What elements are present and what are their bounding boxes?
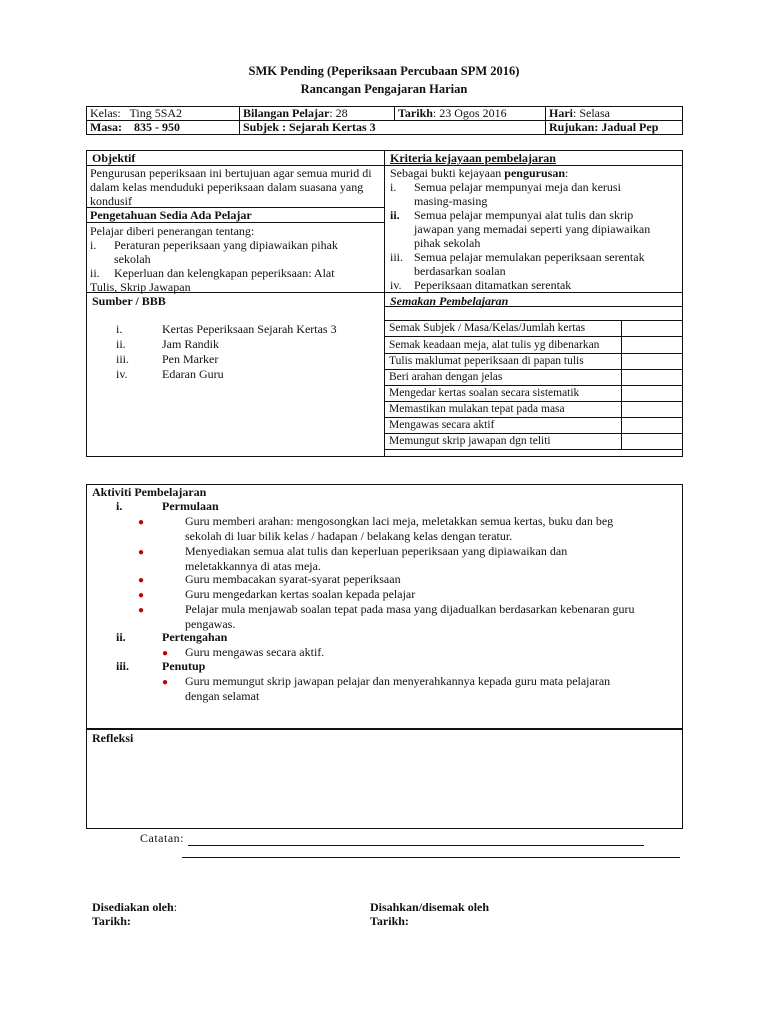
objektif-heading: Objektif: [92, 151, 136, 165]
kriteria-item: i. Semua pelajar mempunyai meja dan kerusi: [390, 180, 621, 194]
bullet-icon: ●: [138, 590, 145, 601]
document-subtitle: Rancangan Pengajaran Harian: [300, 82, 468, 96]
masa-value: 835 - 950: [134, 120, 180, 134]
permulaan-bullet-4: Guru mengedarkan kertas soalan kepada pelajar: [185, 587, 416, 601]
masa-cell: [87, 121, 240, 135]
pengetahuan-item-cont: sekolah: [114, 252, 151, 266]
tarikh-left-label: Tarikh:: [92, 914, 131, 928]
pengetahuan-list: [90, 224, 382, 294]
disediakan-label: Disediakan oleh:: [92, 900, 178, 914]
kriteria-list: [390, 166, 680, 292]
catatan-label: Catatan:: [140, 831, 184, 845]
tarikh-right-label: Tarikh:: [370, 914, 409, 928]
semakan-item: Memastikan mulakan tepat pada masa: [385, 402, 622, 418]
semakan-item: Memungut skrip jawapan dgn teliti: [385, 434, 622, 450]
hari-cell: [546, 107, 683, 121]
pertengahan-heading: Pertengahan: [162, 630, 228, 644]
permulaan-bullet-1: Guru memberi arahan: mengosongkan laci meja, meletakkan semua kertas, buku dan beg sekolah di luar bilik kelas / hadapan / belakang kelas dengan teratur.: [185, 514, 614, 543]
bullet-icon: ●: [162, 677, 169, 688]
semakan-item: Semak Subjek / Masa/Kelas/Jumlah kertas: [385, 321, 622, 337]
refleksi-heading: Refleksi: [92, 731, 134, 745]
penutup-bullet-1: Guru memungut skrip jawapan pelajar dan menyerahkannya kepada guru mata pelajaran dengan selamat: [185, 674, 611, 703]
bullet-icon: ●: [162, 648, 169, 659]
tarikh-label: Tarikh: [398, 106, 433, 120]
disahkan-label: Disahkan/disemak oleh: [370, 900, 490, 914]
permulaan-bullet-3: Guru membacakan syarat-syarat peperiksaan: [185, 572, 401, 586]
pertengahan-bullet-1: Guru mengawas secara aktif.: [185, 645, 325, 659]
hari-label: Hari: [549, 106, 573, 120]
checkbox-cell[interactable]: [622, 354, 683, 370]
semakan-item: Beri arahan dengan jelas: [385, 370, 622, 386]
sumber-item: iii. Pen Marker: [116, 352, 219, 366]
pertengahan-num: ii.: [116, 630, 126, 644]
bullet-icon: ●: [138, 605, 145, 616]
bullet-icon: ●: [138, 547, 145, 558]
tarikh-value: : 23 Ogos 2016: [432, 106, 507, 120]
aktiviti-heading: Aktiviti Pembelajaran: [92, 485, 207, 499]
permulaan-bullet-2: Menyediakan semua alat tulis dan keperluan peperiksaan yang dipiawaikan dan meletakkannya di atas meja.: [185, 544, 568, 573]
catatan-line-2[interactable]: [182, 857, 680, 858]
bilangan-cell: [240, 107, 395, 121]
bilangan-label: Bilangan Pelajar: [243, 106, 330, 120]
pengetahuan-item-cont: Tulis, Skrip Jawapan: [90, 280, 191, 294]
tarikh-cell: [395, 107, 546, 121]
info-table: [86, 106, 683, 135]
kelas-cell: [87, 107, 240, 121]
kelas-value: Ting 5SA2: [129, 106, 183, 120]
pengetahuan-intro: Pelajar diberi penerangan tentang:: [90, 224, 255, 238]
checkbox-cell[interactable]: [622, 370, 683, 386]
kriteria-item-cont: berdasarkan soalan: [414, 264, 506, 278]
permulaan-heading: Permulaan: [162, 499, 219, 513]
permulaan-bullet-5: Pelajar mula menjawab soalan tepat pada masa yang dijadualkan berdasarkan kebenaran guru pengawas.: [185, 602, 635, 631]
objektif-text: Pengurusan peperiksaan ini bertujuan agar semua murid di dalam kelas menduduki peperiksaan dalam suasana yang kondusif: [90, 166, 372, 208]
catatan-line-1[interactable]: [188, 845, 644, 846]
semakan-item: Mengawas secara aktif: [385, 418, 622, 434]
semakan-table: [384, 320, 683, 450]
checkbox-cell[interactable]: [622, 337, 683, 354]
pengetahuan-item: ii. Keperluan dan kelengkapan peperiksaan: Alat: [90, 266, 335, 280]
checkbox-cell[interactable]: [622, 386, 683, 402]
permulaan-num: i.: [116, 499, 123, 513]
sumber-heading: Sumber / BBB: [92, 294, 166, 308]
bullet-icon: ●: [138, 517, 145, 528]
masa-label: Masa:: [90, 120, 122, 134]
sumber-item: iv. Edaran Guru: [116, 367, 224, 381]
semakan-item: Tulis maklumat peperiksaan di papan tulis: [385, 354, 622, 370]
kriteria-item: iii. Semua pelajar memulakan peperiksaan serentak: [390, 250, 645, 264]
rujukan-cell: Rujukan: Jadual Pep: [546, 121, 683, 135]
kriteria-heading: Kriteria kejayaan pembelajaran: [390, 151, 556, 165]
sumber-item: ii. Jam Randik: [116, 337, 219, 351]
refleksi-block[interactable]: [86, 729, 683, 829]
sumber-list: [116, 322, 337, 382]
bilangan-value: : 28: [329, 106, 348, 120]
semakan-item: Mengedar kertas soalan secara sistematik: [385, 386, 622, 402]
kriteria-item: ii. Semua pelajar mempunyai alat tulis dan skrip: [390, 208, 634, 222]
pengetahuan-heading: Pengetahuan Sedia Ada Pelajar: [90, 208, 252, 222]
checkbox-cell[interactable]: [622, 321, 683, 337]
hari-value: : Selasa: [573, 106, 610, 120]
subjek-cell: Subjek : Sejarah Kertas 3: [240, 121, 546, 135]
pengetahuan-item: i. Peraturan peperiksaan yang dipiawaikan pihak: [90, 238, 338, 252]
kriteria-item-cont: pihak sekolah: [414, 236, 481, 250]
kriteria-item: iv. Peperiksaan ditamatkan serentak: [390, 278, 572, 292]
kriteria-item-cont: masing-masing: [414, 194, 488, 208]
penutup-heading: Penutup: [162, 659, 206, 673]
kriteria-item-cont: jawapan yang memadai seperti yang dipiawaikan: [414, 222, 651, 236]
bullet-icon: ●: [138, 575, 145, 586]
sumber-item: i. Kertas Peperiksaan Sejarah Kertas 3: [116, 322, 337, 336]
semakan-heading: Semakan Pembelajaran: [390, 294, 509, 308]
checkbox-cell[interactable]: [622, 434, 683, 450]
checkbox-cell[interactable]: [622, 418, 683, 434]
document-title: SMK Pending (Peperiksaan Percubaan SPM 2016): [248, 64, 520, 78]
kriteria-intro: Sebagai bukti kejayaan pengurusan:: [390, 166, 569, 180]
checkbox-cell[interactable]: [622, 402, 683, 418]
penutup-num: iii.: [116, 659, 130, 673]
kelas-label: Kelas:: [90, 106, 121, 120]
semakan-item: Semak keadaan meja, alat tulis yg dibenarkan: [385, 337, 622, 354]
